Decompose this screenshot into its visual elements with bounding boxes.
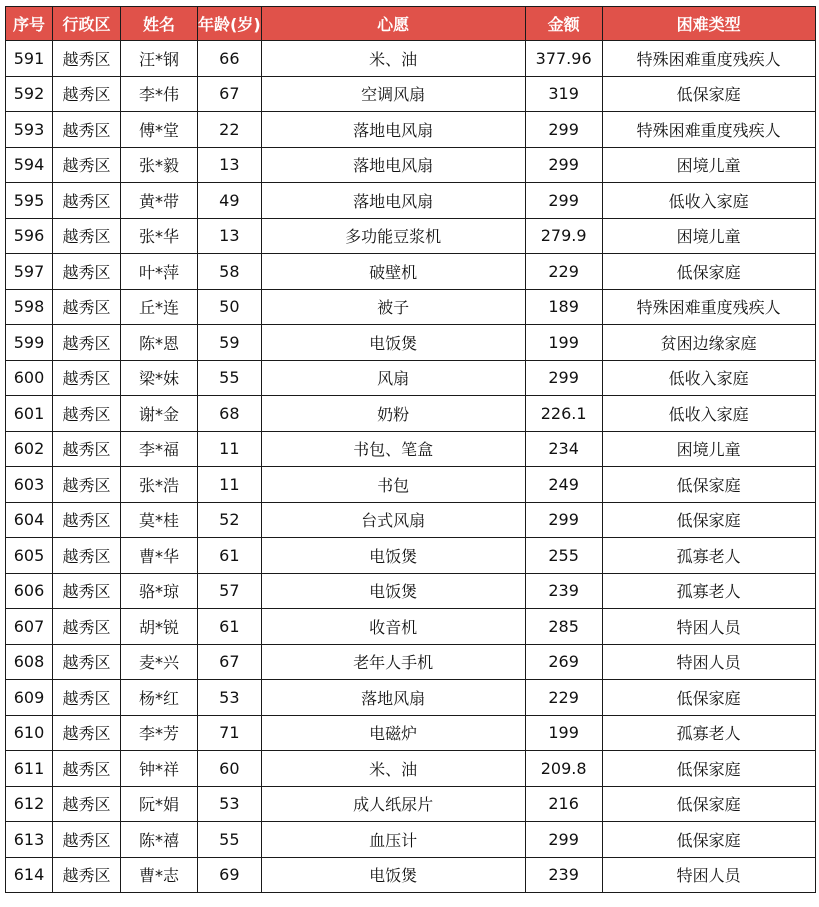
cell-index: 597 — [6, 254, 53, 290]
cell-amount: 299 — [525, 360, 602, 396]
cell-name: 莫*桂 — [121, 502, 198, 538]
cell-index: 596 — [6, 218, 53, 254]
cell-wish: 米、油 — [261, 41, 525, 77]
cell-hardship-type: 困境儿童 — [602, 147, 815, 183]
cell-hardship-type: 低保家庭 — [602, 76, 815, 112]
cell-hardship-type: 特殊困难重度残疾人 — [602, 289, 815, 325]
cell-wish: 血压计 — [261, 822, 525, 858]
cell-district: 越秀区 — [53, 538, 121, 574]
cell-age: 58 — [198, 254, 262, 290]
cell-name: 杨*红 — [121, 680, 198, 716]
cell-name: 曹*志 — [121, 857, 198, 893]
cell-age: 59 — [198, 325, 262, 361]
cell-wish: 电饭煲 — [261, 857, 525, 893]
cell-index: 605 — [6, 538, 53, 574]
cell-amount: 269 — [525, 644, 602, 680]
table-row — [6, 76, 816, 112]
table-row — [6, 644, 816, 680]
cell-index: 610 — [6, 715, 53, 751]
cell-name: 张*华 — [121, 218, 198, 254]
table-row — [6, 467, 816, 503]
cell-district: 越秀区 — [53, 183, 121, 219]
cell-district: 越秀区 — [53, 857, 121, 893]
cell-amount: 299 — [525, 822, 602, 858]
cell-amount: 249 — [525, 467, 602, 503]
table-header — [6, 7, 816, 41]
cell-hardship-type: 特困人员 — [602, 857, 815, 893]
cell-hardship-type: 低保家庭 — [602, 786, 815, 822]
table-row — [6, 502, 816, 538]
cell-name: 傅*堂 — [121, 112, 198, 148]
cell-wish: 电饭煲 — [261, 538, 525, 574]
cell-hardship-type: 低保家庭 — [602, 502, 815, 538]
cell-age: 50 — [198, 289, 262, 325]
cell-hardship-type: 低保家庭 — [602, 467, 815, 503]
cell-district: 越秀区 — [53, 112, 121, 148]
header-cell-name: 姓名 — [121, 7, 198, 41]
table-row — [6, 289, 816, 325]
table-body — [6, 41, 816, 893]
cell-hardship-type: 低收入家庭 — [602, 396, 815, 432]
cell-wish: 电饭煲 — [261, 573, 525, 609]
table-row — [6, 680, 816, 716]
cell-wish: 成人纸尿片 — [261, 786, 525, 822]
cell-age: 61 — [198, 538, 262, 574]
cell-name: 阮*娟 — [121, 786, 198, 822]
cell-amount: 226.1 — [525, 396, 602, 432]
cell-district: 越秀区 — [53, 573, 121, 609]
cell-index: 594 — [6, 147, 53, 183]
cell-district: 越秀区 — [53, 218, 121, 254]
cell-index: 602 — [6, 431, 53, 467]
cell-amount: 239 — [525, 573, 602, 609]
cell-name: 汪*钢 — [121, 41, 198, 77]
cell-index: 591 — [6, 41, 53, 77]
cell-name: 谢*金 — [121, 396, 198, 432]
cell-district: 越秀区 — [53, 680, 121, 716]
cell-district: 越秀区 — [53, 254, 121, 290]
cell-district: 越秀区 — [53, 786, 121, 822]
table-row — [6, 857, 816, 893]
cell-hardship-type: 困境儿童 — [602, 431, 815, 467]
cell-amount: 279.9 — [525, 218, 602, 254]
cell-index: 593 — [6, 112, 53, 148]
header-cell-index: 序号 — [6, 7, 53, 41]
cell-wish: 老年人手机 — [261, 644, 525, 680]
cell-district: 越秀区 — [53, 325, 121, 361]
cell-amount: 299 — [525, 112, 602, 148]
table-row — [6, 218, 816, 254]
cell-index: 612 — [6, 786, 53, 822]
cell-district: 越秀区 — [53, 289, 121, 325]
cell-age: 68 — [198, 396, 262, 432]
cell-amount: 229 — [525, 254, 602, 290]
cell-name: 陈*禧 — [121, 822, 198, 858]
cell-index: 601 — [6, 396, 53, 432]
cell-wish: 空调风扇 — [261, 76, 525, 112]
cell-amount: 299 — [525, 183, 602, 219]
cell-hardship-type: 低收入家庭 — [602, 183, 815, 219]
cell-name: 曹*华 — [121, 538, 198, 574]
cell-wish: 电饭煲 — [261, 325, 525, 361]
cell-age: 49 — [198, 183, 262, 219]
cell-age: 55 — [198, 822, 262, 858]
cell-wish: 收音机 — [261, 609, 525, 645]
cell-district: 越秀区 — [53, 76, 121, 112]
cell-index: 611 — [6, 751, 53, 787]
header-cell-district: 行政区 — [53, 7, 121, 41]
cell-amount: 239 — [525, 857, 602, 893]
cell-hardship-type: 特殊困难重度残疾人 — [602, 112, 815, 148]
table-row — [6, 396, 816, 432]
cell-hardship-type: 特困人员 — [602, 609, 815, 645]
cell-age: 57 — [198, 573, 262, 609]
cell-amount: 189 — [525, 289, 602, 325]
cell-wish: 风扇 — [261, 360, 525, 396]
header-cell-hardship-type: 困难类型 — [602, 7, 815, 41]
cell-name: 张*毅 — [121, 147, 198, 183]
cell-hardship-type: 低保家庭 — [602, 822, 815, 858]
cell-index: 609 — [6, 680, 53, 716]
table-row — [6, 147, 816, 183]
cell-wish: 多功能豆浆机 — [261, 218, 525, 254]
cell-amount: 216 — [525, 786, 602, 822]
table-row — [6, 325, 816, 361]
table-row — [6, 751, 816, 787]
table-row — [6, 609, 816, 645]
cell-name: 丘*连 — [121, 289, 198, 325]
cell-hardship-type: 困境儿童 — [602, 218, 815, 254]
cell-amount: 229 — [525, 680, 602, 716]
table-row — [6, 786, 816, 822]
table-row — [6, 431, 816, 467]
cell-district: 越秀区 — [53, 822, 121, 858]
cell-age: 52 — [198, 502, 262, 538]
cell-amount: 377.96 — [525, 41, 602, 77]
cell-district: 越秀区 — [53, 644, 121, 680]
cell-district: 越秀区 — [53, 467, 121, 503]
header-row — [6, 7, 816, 41]
cell-amount: 255 — [525, 538, 602, 574]
wish-table-container — [5, 6, 816, 893]
table-row — [6, 41, 816, 77]
cell-amount: 234 — [525, 431, 602, 467]
cell-index: 604 — [6, 502, 53, 538]
cell-index: 614 — [6, 857, 53, 893]
cell-district: 越秀区 — [53, 147, 121, 183]
table-row — [6, 715, 816, 751]
cell-age: 53 — [198, 786, 262, 822]
cell-name: 李*芳 — [121, 715, 198, 751]
cell-hardship-type: 低保家庭 — [602, 680, 815, 716]
cell-amount: 299 — [525, 147, 602, 183]
cell-age: 55 — [198, 360, 262, 396]
cell-index: 598 — [6, 289, 53, 325]
cell-hardship-type: 孤寡老人 — [602, 573, 815, 609]
cell-hardship-type: 低保家庭 — [602, 751, 815, 787]
cell-age: 67 — [198, 76, 262, 112]
cell-name: 张*浩 — [121, 467, 198, 503]
cell-wish: 奶粉 — [261, 396, 525, 432]
header-cell-amount: 金额 — [525, 7, 602, 41]
cell-index: 606 — [6, 573, 53, 609]
cell-name: 骆*琼 — [121, 573, 198, 609]
cell-age: 53 — [198, 680, 262, 716]
cell-district: 越秀区 — [53, 396, 121, 432]
cell-age: 61 — [198, 609, 262, 645]
cell-age: 22 — [198, 112, 262, 148]
cell-age: 60 — [198, 751, 262, 787]
wish-table — [5, 6, 816, 893]
cell-district: 越秀区 — [53, 360, 121, 396]
table-row — [6, 822, 816, 858]
cell-district: 越秀区 — [53, 502, 121, 538]
cell-index: 600 — [6, 360, 53, 396]
cell-name: 李*伟 — [121, 76, 198, 112]
cell-hardship-type: 低保家庭 — [602, 254, 815, 290]
cell-index: 608 — [6, 644, 53, 680]
cell-district: 越秀区 — [53, 41, 121, 77]
cell-amount: 199 — [525, 715, 602, 751]
table-row — [6, 360, 816, 396]
table-row — [6, 573, 816, 609]
cell-wish: 落地电风扇 — [261, 147, 525, 183]
cell-index: 603 — [6, 467, 53, 503]
cell-wish: 落地电风扇 — [261, 112, 525, 148]
cell-wish: 台式风扇 — [261, 502, 525, 538]
cell-amount: 299 — [525, 502, 602, 538]
cell-hardship-type: 低收入家庭 — [602, 360, 815, 396]
cell-district: 越秀区 — [53, 715, 121, 751]
cell-amount: 209.8 — [525, 751, 602, 787]
cell-wish: 破壁机 — [261, 254, 525, 290]
cell-age: 13 — [198, 147, 262, 183]
cell-amount: 199 — [525, 325, 602, 361]
cell-name: 钟*祥 — [121, 751, 198, 787]
cell-name: 麦*兴 — [121, 644, 198, 680]
cell-age: 69 — [198, 857, 262, 893]
cell-index: 595 — [6, 183, 53, 219]
cell-age: 67 — [198, 644, 262, 680]
cell-wish: 落地电风扇 — [261, 183, 525, 219]
cell-hardship-type: 特困人员 — [602, 644, 815, 680]
cell-age: 66 — [198, 41, 262, 77]
cell-district: 越秀区 — [53, 609, 121, 645]
table-row — [6, 538, 816, 574]
cell-hardship-type: 特殊困难重度残疾人 — [602, 41, 815, 77]
cell-hardship-type: 孤寡老人 — [602, 715, 815, 751]
cell-hardship-type: 贫困边缘家庭 — [602, 325, 815, 361]
cell-wish: 被子 — [261, 289, 525, 325]
cell-amount: 285 — [525, 609, 602, 645]
table-row — [6, 254, 816, 290]
cell-age: 71 — [198, 715, 262, 751]
table-row — [6, 183, 816, 219]
cell-wish: 米、油 — [261, 751, 525, 787]
cell-index: 607 — [6, 609, 53, 645]
cell-wish: 书包 — [261, 467, 525, 503]
cell-index: 613 — [6, 822, 53, 858]
cell-district: 越秀区 — [53, 751, 121, 787]
cell-age: 13 — [198, 218, 262, 254]
cell-wish: 落地风扇 — [261, 680, 525, 716]
cell-name: 黄*带 — [121, 183, 198, 219]
cell-amount: 319 — [525, 76, 602, 112]
cell-name: 李*福 — [121, 431, 198, 467]
cell-hardship-type: 孤寡老人 — [602, 538, 815, 574]
cell-name: 胡*锐 — [121, 609, 198, 645]
cell-age: 11 — [198, 467, 262, 503]
cell-age: 11 — [198, 431, 262, 467]
cell-index: 599 — [6, 325, 53, 361]
cell-index: 592 — [6, 76, 53, 112]
cell-wish: 书包、笔盒 — [261, 431, 525, 467]
cell-name: 陈*恩 — [121, 325, 198, 361]
header-cell-age: 年龄(岁) — [198, 7, 262, 41]
cell-name: 叶*萍 — [121, 254, 198, 290]
header-cell-wish: 心愿 — [261, 7, 525, 41]
cell-district: 越秀区 — [53, 431, 121, 467]
cell-wish: 电磁炉 — [261, 715, 525, 751]
table-row — [6, 112, 816, 148]
cell-name: 梁*妹 — [121, 360, 198, 396]
